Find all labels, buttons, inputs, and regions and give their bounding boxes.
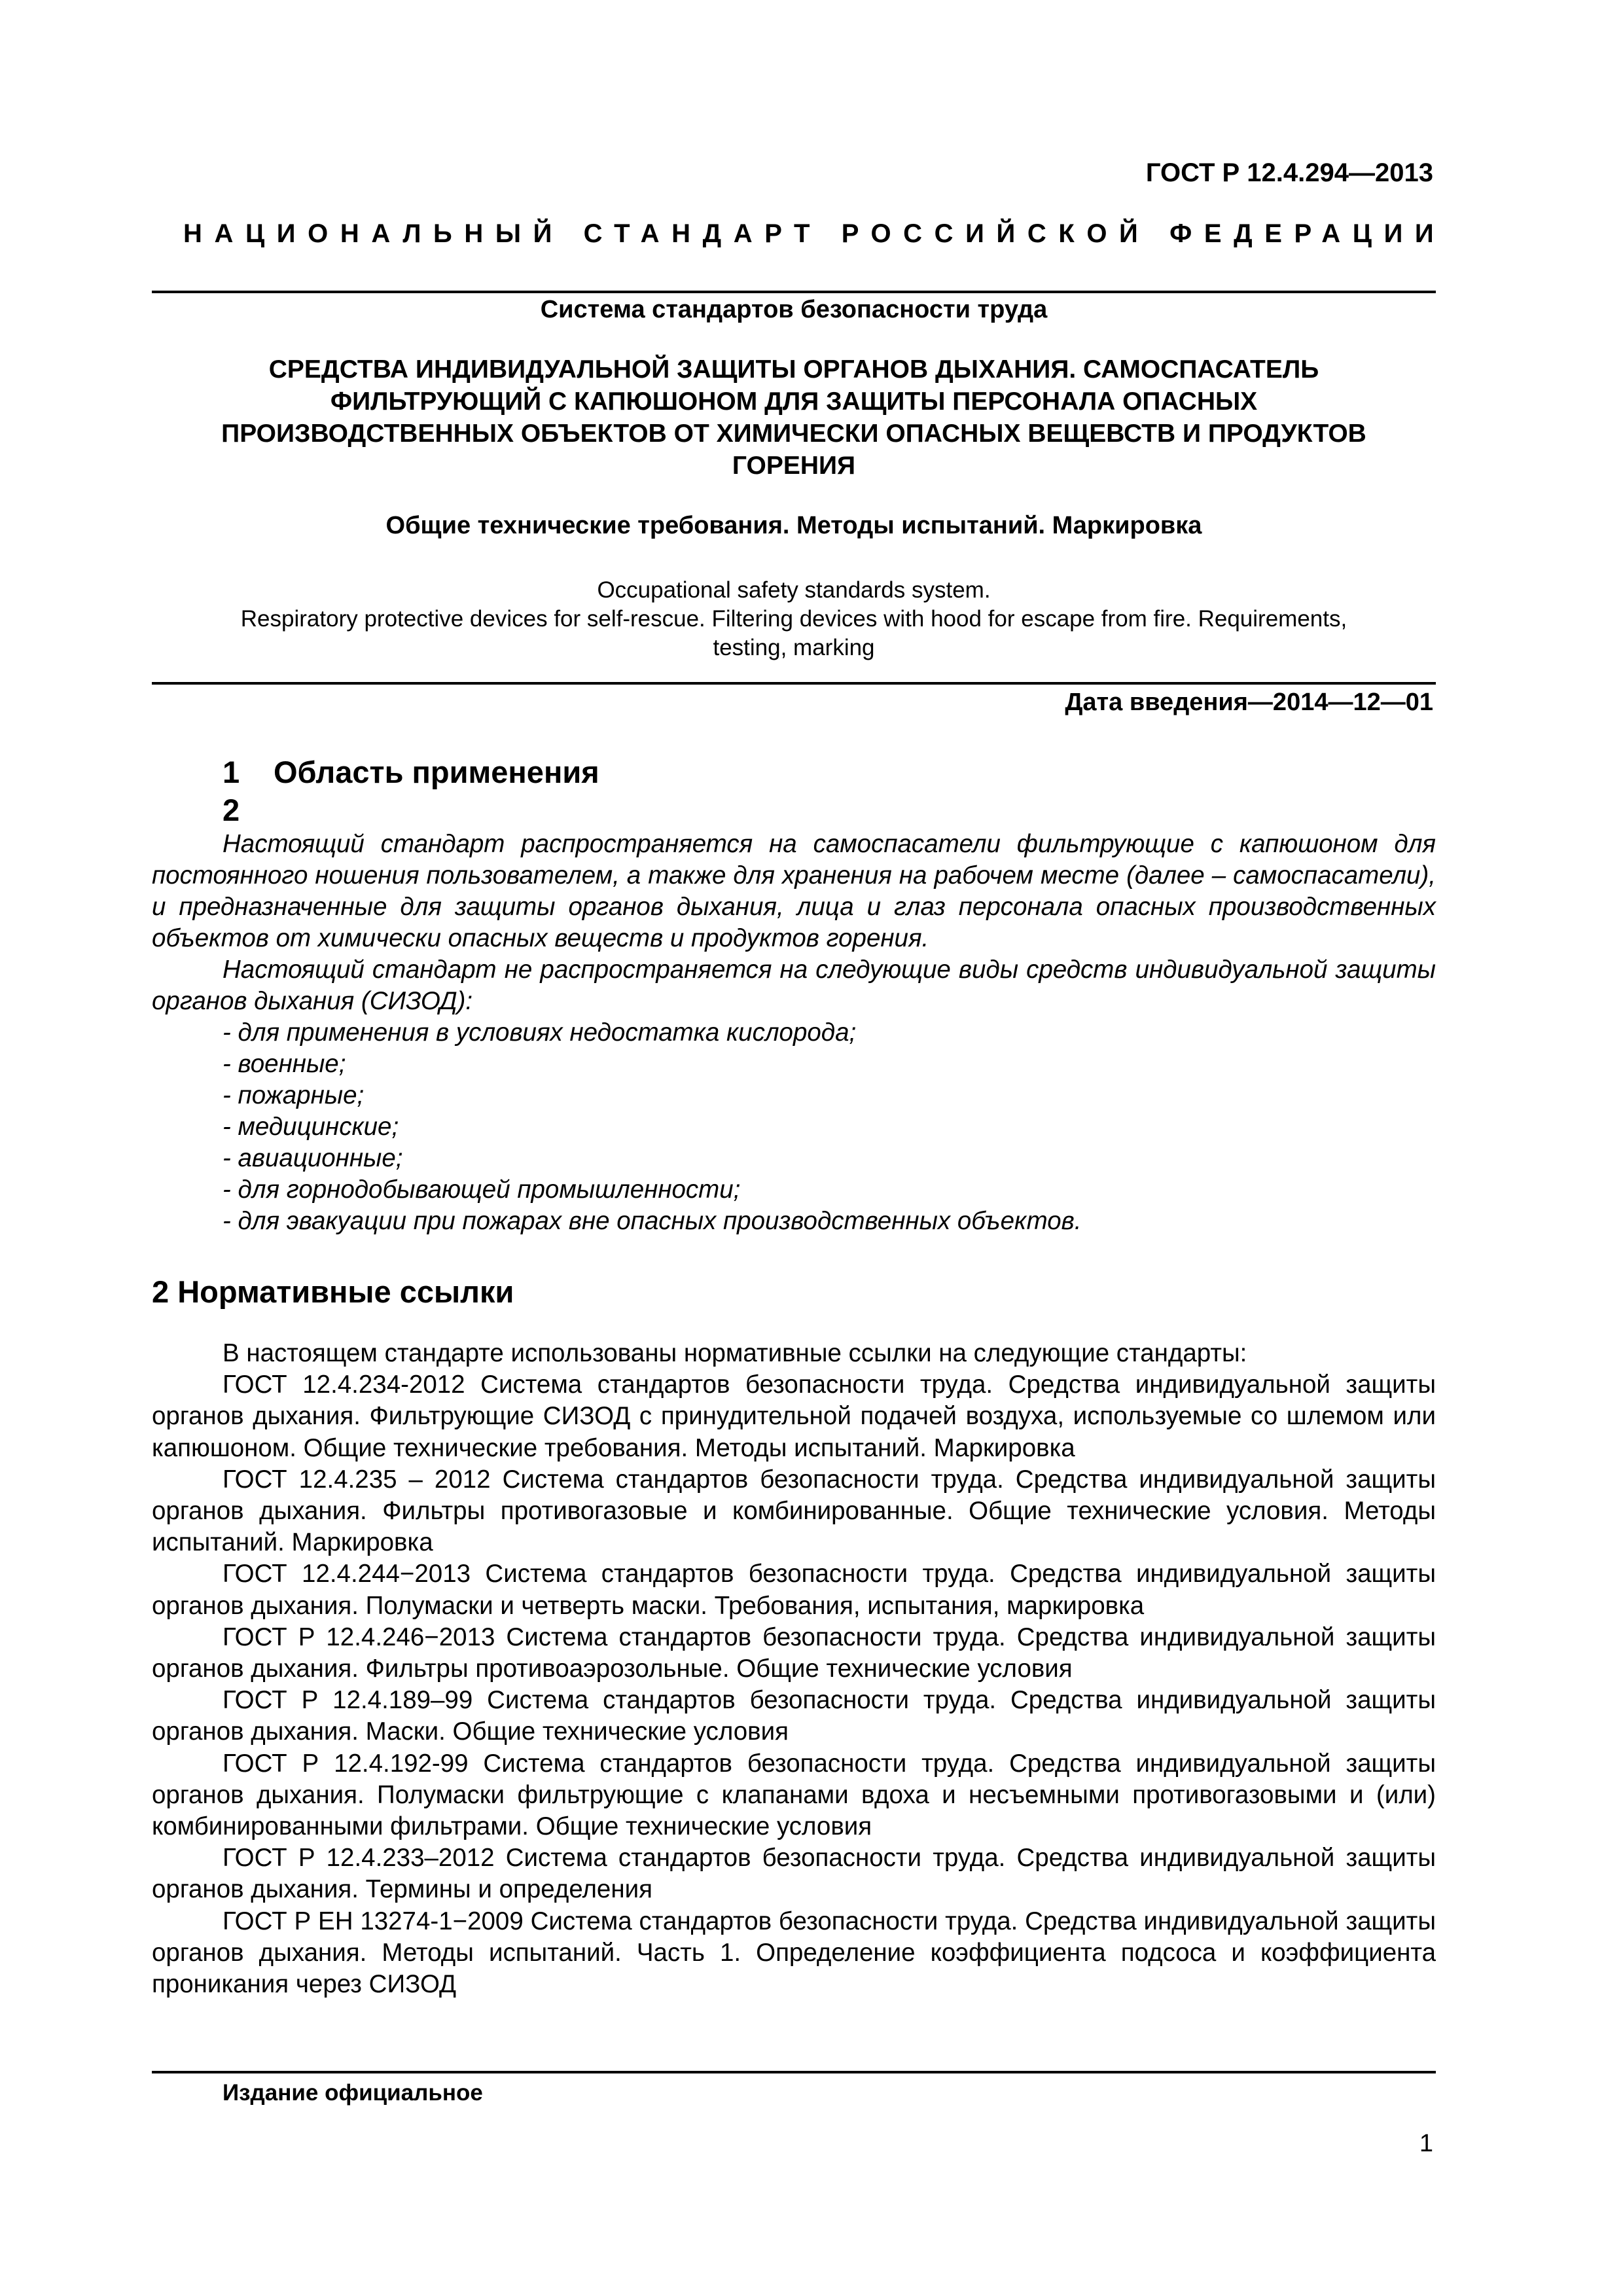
section-2-body: [152, 1338, 1436, 2000]
english-title-line: Occupational safety standards system.: [597, 577, 991, 603]
list-item: - пожарные;: [223, 1081, 365, 1109]
english-title-line: Respiratory protective devices for self-rescue. Filtering devices with hood for escape from fire. Requirements,: [240, 606, 1347, 632]
list-item: - военные;: [223, 1050, 346, 1078]
reference-item: ГОСТ 12.4.244−2013 Система стандартов безопасности труда. Средства индивидуальной защиты органов дыхания. Полумаски и четверть маски. Требования, испытания, маркировка: [152, 1560, 1436, 1620]
paragraph: В настоящем стандарте использованы нормативные ссылки на следующие стандарты:: [223, 1339, 1247, 1367]
title-line: ПРОИЗВОДСТВЕННЫХ ОБЪЕКТОВ ОТ ХИМИЧЕСКИ ОПАСНЫХ ВЕЩЕВСТВ И ПРОДУКТОВ: [221, 420, 1366, 448]
introduction-date: Дата введения—2014—12—01: [1065, 689, 1433, 716]
list-item: - авиационные;: [223, 1144, 403, 1172]
english-title-line: testing, marking: [713, 635, 875, 660]
official-edition-label: Издание официальное: [223, 2080, 483, 2106]
top-rule: [152, 291, 1436, 293]
document-code: ГОСТ Р 12.4.294—2013: [1145, 158, 1433, 187]
section-1-number: 1: [223, 755, 240, 789]
title-line: ГОРЕНИЯ: [732, 452, 856, 480]
title-line: СРЕДСТВА ИНДИВИДУАЛЬНОЙ ЗАЩИТЫ ОРГАНОВ ДЫХАНИЯ. САМОСПАСАТЕЛЬ: [268, 355, 1319, 384]
section-2-number-stray: 2: [223, 793, 240, 827]
title-block-rule: [152, 682, 1436, 685]
reference-item: ГОСТ Р 12.4.233–2012 Система стандартов безопасности труда. Средства индивидуальной защиты органов дыхания. Термины и определения: [152, 1844, 1436, 1904]
reference-item: ГОСТ Р 12.4.192-99 Система стандартов безопасности труда. Средства индивидуальной защиты органов дыхания. Полумаски фильтрующие с клапанами вдоха и несъемными противогазовыми и (или) комбинированными фильтрами. Общие технические условия: [152, 1749, 1436, 1841]
paragraph: Настоящий стандарт распространяется на самоспасатели фильтрующие с капюшоном для постоянного ношения пользователем, а также для хранения на рабочем месте (далее – самоспасатели), и предназначенные для защиты органов дыхания, лица и глаз персонала опасных производственных объектов от химически опасных веществ и продуктов горения.: [152, 830, 1436, 952]
reference-item: ГОСТ Р 12.4.189–99 Система стандартов безопасности труда. Средства индивидуальной защиты органов дыхания. Маски. Общие технические условия: [152, 1686, 1436, 1746]
footer-rule: [152, 2071, 1436, 2073]
english-title: [152, 576, 1436, 662]
reference-item: ГОСТ Р 12.4.246−2013 Система стандартов безопасности труда. Средства индивидуальной защиты органов дыхания. Фильтры противоаэрозольные. Общие технические условия: [152, 1623, 1436, 1683]
reference-item: ГОСТ 12.4.235 – 2012 Система стандартов безопасности труда. Средства индивидуальной защиты органов дыхания. Фильтры противогазовые и комбинированные. Общие технические условия. Методы испытаний. Маркировка: [152, 1465, 1436, 1557]
page-number: 1: [1419, 2130, 1433, 2157]
list-item: - медицинские;: [223, 1113, 399, 1141]
standards-system-title: Система стандартов безопасности труда: [540, 296, 1048, 323]
section-1-title: Область применения: [274, 755, 599, 789]
paragraph: Настоящий стандарт не распространяется на следующие виды средств индивидуальной защиты органов дыхания (СИЗОД):: [152, 956, 1436, 1015]
section-1-body: [152, 829, 1436, 1237]
document-title: [152, 353, 1436, 482]
title-line: ФИЛЬТРУЮЩИЙ С КАПЮШОНОМ ДЛЯ ЗАЩИТЫ ПЕРСОНАЛА ОПАСНЫХ: [330, 387, 1258, 416]
list-item: - для применения в условиях недостатка кислорода;: [223, 1018, 857, 1047]
list-item: - для эвакуации при пожарах вне опасных производственных объектов.: [223, 1207, 1082, 1235]
list-item: - для горнодобывающей промышленности;: [223, 1175, 741, 1204]
section-2-heading: 2 Нормативные ссылки: [152, 1274, 514, 1309]
reference-item: ГОСТ Р ЕН 13274-1−2009 Система стандартов безопасности труда. Средства индивидуальной защиты органов дыхания. Методы испытаний. Часть 1. Определение коэффициента подсоса и коэффициента проникания через СИЗОД: [152, 1907, 1436, 1999]
national-standard-heading: НАЦИОНАЛЬНЫЙ СТАНДАРТ РОССИЙСКОЙ ФЕДЕРАЦИИ: [183, 219, 1446, 248]
document-subtitle: Общие технические требования. Методы испытаний. Маркировка: [385, 512, 1202, 539]
reference-item: ГОСТ 12.4.234-2012 Система стандартов безопасности труда. Средства индивидуальной защиты органов дыхания. Фильтрующие СИЗОД с принудительной подачей воздуха, используемые со шлемом или капюшоном. Общие технические требования. Методы испытаний. Маркировка: [152, 1371, 1436, 1462]
